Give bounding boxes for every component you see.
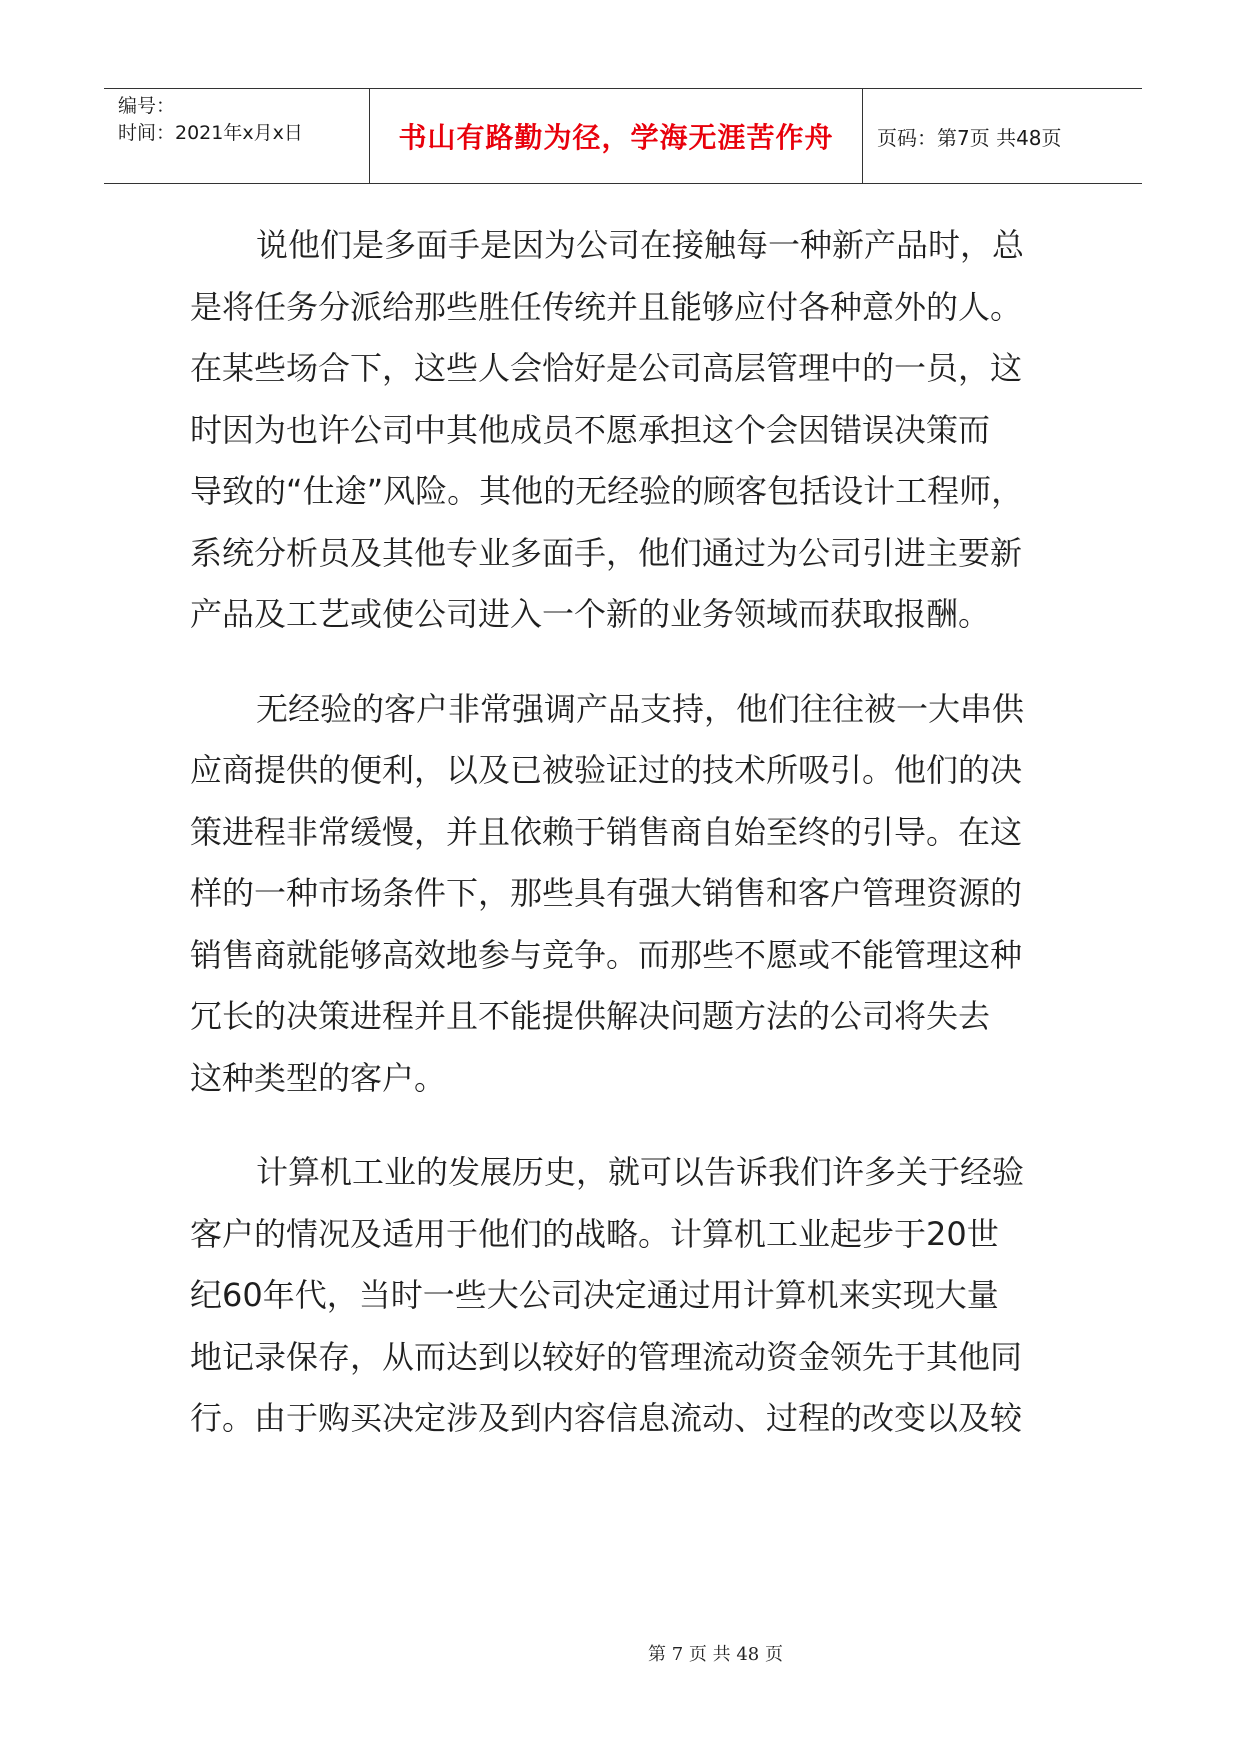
page-footer: 第 7 页 共 48 页 xyxy=(648,1644,783,1665)
text-line: 无经验的客户非常强调产品支持，他们往往被一大串供 xyxy=(256,689,1025,728)
text-line: 样的一种市场条件下，那些具有强大销售和客户管理资源的 xyxy=(190,874,1023,912)
text-line: 这种类型的客户。 xyxy=(190,1058,447,1097)
text-line: 产品及工艺或使公司进入一个新的业务领域而获取报酬。 xyxy=(190,595,991,633)
text-line: 行。由于购买决定涉及到内容信息流动、过程的改变以及较 xyxy=(190,1399,1023,1437)
text-line: 地记录保存，从而达到以较好的管理流动资金领先于其他同 xyxy=(190,1337,1023,1376)
paragraph-1 xyxy=(190,215,1080,646)
header-meta xyxy=(104,89,370,183)
text-line: 纪60年代，当时一些大公司决定通过用计算机来实现大量 xyxy=(190,1276,999,1314)
paragraph-2 xyxy=(190,679,1080,1110)
text-line: 应商提供的便利，以及已被验证过的技术所吸引。他们的决 xyxy=(190,751,1023,789)
text-line: 系统分析员及其他专业多面手，他们通过为公司引进主要新 xyxy=(190,533,1023,572)
text-line: 销售商就能够高效地参与竞争。而那些不愿或不能管理这种 xyxy=(190,935,1023,974)
document-number-label: 编号： xyxy=(118,95,176,117)
text-line: 策进程非常缓慢，并且依赖于销售商自始至终的引导。在这 xyxy=(190,812,1023,851)
header-motto: 书山有路勤为径，学海无涯苦作舟 xyxy=(370,89,863,183)
document-body xyxy=(190,215,1080,1483)
header-page-info: 页码：第7页 共48页 xyxy=(877,125,1062,150)
paragraph-3 xyxy=(190,1142,1080,1450)
text-line: 时因为也许公司中其他成员不愿承担这个会因错误决策而 xyxy=(190,410,991,449)
text-line: 导致的“仕途”风险。其他的无经验的顾客包括设计工程师， xyxy=(190,472,1024,510)
page-header xyxy=(104,88,1142,184)
document-date: 时间：2021年x月x日 xyxy=(118,122,303,144)
text-line: 在某些场合下，这些人会恰好是公司高层管理中的一员，这 xyxy=(190,349,1023,387)
text-line: 客户的情况及适用于他们的战略。计算机工业起步于20世 xyxy=(190,1214,999,1253)
text-line: 计算机工业的发展历史，就可以告诉我们许多关于经验 xyxy=(256,1153,1025,1191)
text-line: 是将任务分派给那些胜任传统并且能够应付各种意外的人。 xyxy=(190,287,1023,326)
text-line: 说他们是多面手是因为公司在接触每一种新产品时，总 xyxy=(256,226,1025,264)
text-line: 冗长的决策进程并且不能提供解决问题方法的公司将失去 xyxy=(190,997,991,1035)
